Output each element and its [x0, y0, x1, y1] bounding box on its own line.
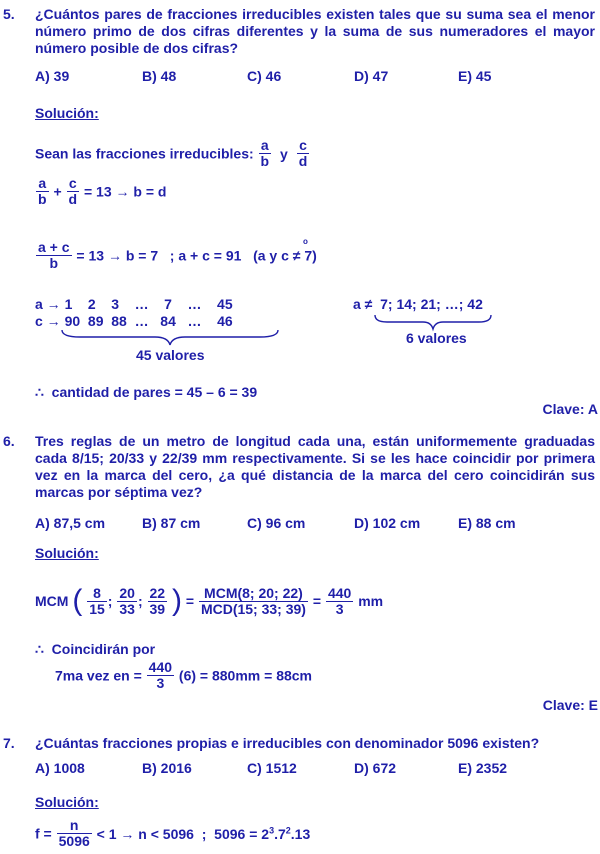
- q5-a-exclusions: a ≠ 7; 14; 21; …; 42: [353, 296, 483, 312]
- question-5-number: 5.: [3, 6, 15, 22]
- q7-option-c: C) 1512: [247, 760, 297, 776]
- q6-option-d: D) 102 cm: [354, 515, 421, 531]
- q7-equation: f = $\frac{n}{5096}$ < 1 → n < 5096 ; $5096 = 2^3.7^2.13$: [35, 817, 311, 849]
- q5-brace-label: 45 valores: [136, 347, 205, 363]
- q6-option-e: E) 88 cm: [458, 515, 516, 531]
- q6-option-a: A) 87,5 cm: [35, 515, 106, 531]
- q5-clave: Clave: A: [542, 401, 598, 417]
- q6-clave: Clave: E: [542, 697, 598, 713]
- q6-septima-line: 7ma vez en = $\frac{440}{3}$ (6) = 880mm = 88cm: [55, 659, 313, 691]
- q5-a-values-row: a → 1 2 3 … 7 … 45: [35, 296, 233, 312]
- q5-equation-1: $\frac{a}{b}$ + $\frac{c}{d}$ = 13 → b = d: [38, 175, 167, 207]
- q6-option-b: B) 87 cm: [142, 515, 201, 531]
- q7-option-a: A) 1008: [35, 760, 85, 776]
- question-7-text: ¿Cuántas fracciones propias e irreducibles con denominador 5096 existen?: [35, 735, 540, 751]
- q5-solucion-heading: Solución:: [35, 105, 99, 121]
- q7-option-b: B) 2016: [142, 760, 192, 776]
- q5-option-c: C) 46: [247, 68, 282, 84]
- degree-mark-icon: o: [303, 237, 308, 246]
- q5-option-b: B) 48: [142, 68, 177, 84]
- q6-coincidiran: ∴ Coincidirán por: [35, 641, 156, 657]
- q7-solucion-heading: Solución:: [35, 794, 99, 810]
- q7-option-d: D) 672: [354, 760, 397, 776]
- q5-conclusion: ∴ cantidad de pares = 45 – 6 = 39: [35, 384, 258, 400]
- q5-option-e: E) 45: [458, 68, 492, 84]
- q7-option-e: E) 2352: [458, 760, 508, 776]
- brace-6-icon: [373, 313, 495, 331]
- brace-45-icon: [60, 328, 280, 346]
- question-6-text: Tres reglas de un metro de longitud cada una, están uniformemente graduadas cada 8/15; 20/33 y 22/39 mm respectivamente. Si se les hace coincidir por primera vez en la marca del cero, ¿a qué distancia de la marca del cero coincidirán sus marcas por séptima vez?: [35, 433, 595, 500]
- fraction-c-d: $\frac{c}{d}$: [298, 137, 308, 169]
- q5-equation-2: $\frac{a + c}{b}$ = 13 → b = 7 ; a + c = 91 (a y c ≠ 7): [38, 239, 317, 271]
- q5-sean-line: Sean las fracciones irreducibles: $\frac{a}{b}$ y $\frac{c}{d}$: [35, 137, 308, 169]
- question-7-number: 7.: [3, 735, 15, 751]
- q6-mcm-equation: MCM ( $\frac{8}{15}$ ; $\frac{20}{33}$ ; $\frac{22}{39}$ ) = $\frac{\text{MCM(8; 20; 22)}}{\text{MCD(15; 33; 39)}}$ = $\frac{440}{3}$ mm: [35, 584, 384, 617]
- q5-brace2-label: 6 valores: [406, 330, 467, 346]
- question-5-text: ¿Cuántos pares de fracciones irreducibles existen tales que su suma sea el menor número primo de dos cifras diferentes y la suma de sus numeradores el mayor número posible de dos cifras?: [35, 6, 595, 56]
- q5-c-values-row: c → 90 89 88 … 84 … 46: [35, 313, 233, 329]
- q5-option-a: A) 39: [35, 68, 70, 84]
- fraction-a-b: $\frac{a}{b}$: [260, 137, 270, 169]
- question-6-number: 6.: [3, 433, 15, 449]
- q6-solucion-heading: Solución:: [35, 545, 99, 561]
- q6-option-c: C) 96 cm: [247, 515, 306, 531]
- q5-option-d: D) 47: [354, 68, 389, 84]
